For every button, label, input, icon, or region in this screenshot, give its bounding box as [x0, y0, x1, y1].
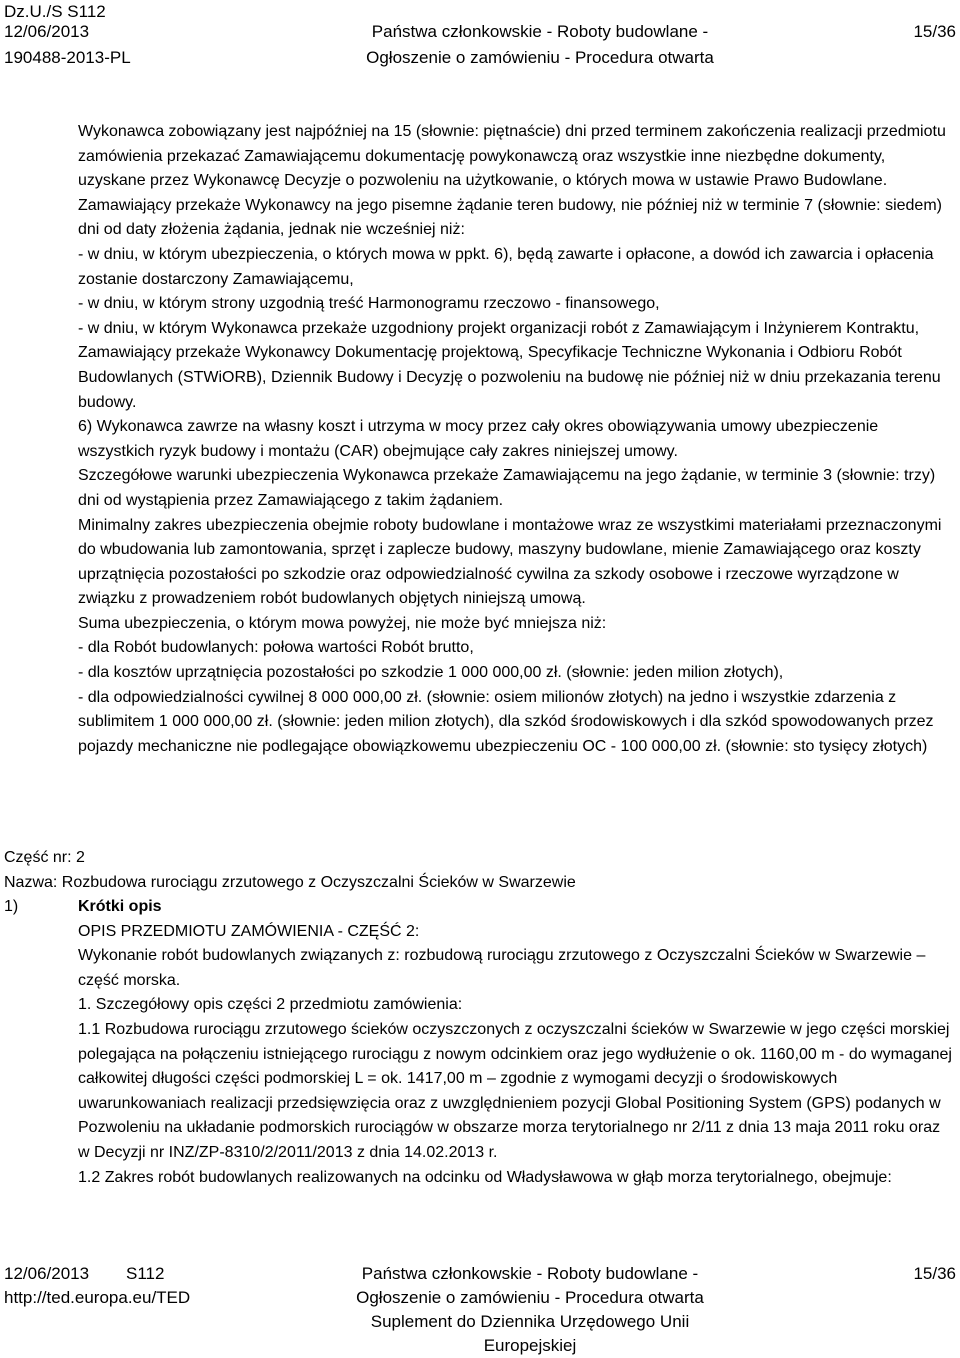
section-title: Krótki opis — [78, 898, 162, 915]
section-line: 1.1 Rozbudowa rurociągu zrzutowego ścieków oczyszczonych z oczyszczalni ścieków w Swarzewie w jego części morskiej polegająca na połączeniu istniejącego rurociągu z nowym odcinkiem oraz jego wydłużenie o ok. 1160,00 m - do wymaganej całkowitej długości części podmorskiej L = ok. 1417,00 m – zgodnie z wymogami decyzji o środowiskowych uwarunkowaniach realizacji przedsięwzięcia oraz z uwzględnieniem pozycji Global Positioning System (GPS) podanych w Pozwoleniu na układanie podmorskich rurociągów w obszarze morza terytorialnego nr 2/11 z dnia 13 maja 2011 roku oraz w Decyzji nr INZ/ZP-8310/2/2011/2013 z dnia 14.02.2013 r. — [78, 1020, 952, 1161]
paragraph: Zamawiający przekaże Wykonawcy na jego pisemne żądanie teren budowy, nie później niż w terminie 7 (słownie: siedem) dni od daty złożenia żądania, jednak nie wcześniej niż: — [78, 196, 942, 239]
header-notice-number: 190488-2013-PL — [4, 48, 131, 67]
section-line: 1.2 Zakres robót budowlanych realizowanych na odcinku od Władysławowa w głąb morza terytorialnego, obejmuje: — [78, 1168, 892, 1186]
footer-date: 12/06/2013 — [4, 1264, 90, 1283]
section-line: 1. Szczegółowy opis części 2 przedmiotu zamówienia: — [78, 996, 463, 1014]
body-text — [78, 120, 956, 759]
header-title-line2: Ogłoszenie o zamówieniu - Procedura otwarta — [366, 48, 714, 67]
paragraph: - w dniu, w którym Wykonawca przekaże uzgodniony projekt organizacji robót z Zamawiającym i Inżynierem Kontraktu, — [78, 319, 920, 337]
page-footer — [0, 1262, 960, 1355]
part-name: Nazwa: Rozbudowa rurociągu zrzutowego z Oczyszczalni Ścieków w Swarzewie — [4, 874, 576, 891]
footer-line1: Państwa członkowskie - Roboty budowlane - — [361, 1264, 699, 1283]
footer-line3: Suplement do Dziennika Urzędowego Unii Europejskiej — [370, 1312, 690, 1355]
footer-series: S112 — [126, 1264, 165, 1283]
paragraph: - dla kosztów uprzątnięcia pozostałości po szkodzie 1 000 000,00 zł. (słownie: jeden milion złotych), — [78, 664, 784, 682]
header-date: 12/06/2013 — [4, 22, 90, 41]
part-number: Część nr: 2 — [4, 849, 85, 866]
paragraph: Suma ubezpieczenia, o którym mowa powyżej, nie może być mniejsza niż: — [78, 614, 607, 632]
section-number: 1) — [4, 898, 19, 915]
footer-url[interactable]: http://ted.europa.eu/TED — [4, 1288, 191, 1307]
paragraph: 6) Wykonawca zawrze na własny koszt i utrzyma w mocy przez cały okres obowiązywania umowy ubezpieczenie wszystkich ryzyk budowy i montażu (CAR) obejmujące cały zakres niniejszej umowy. — [78, 418, 879, 460]
header-page-number: 15/36 — [913, 22, 956, 41]
header-series: Dz.U./S S112 — [4, 2, 106, 21]
paragraph: Szczegółowe warunki ubezpieczenia Wykonawca przekaże Zamawiającemu na jego żądanie, w terminie 3 (słownie: trzy) dni od wystąpienia przez Zamawiającego z takim żądaniem. — [78, 467, 936, 509]
header-title-line1: Państwa członkowskie - Roboty budowlane - — [371, 22, 709, 41]
section-line: Wykonanie robót budowlanych związanych z: rozbudową rurociągu zrzutowego z Oczyszczalni Ścieków w Swarzewie – część morska. — [78, 947, 926, 989]
paragraph: Minimalny zakres ubezpieczenia obejmie roboty budowlane i montażowe wraz ze wszystkimi materiałami przeznaczonymi do wbudowania lub zamontowania, sprzęt i zaplecze budowy, maszyny budowlane, mienie Zamawiającego oraz koszty uprzątnięcia pozostałości po szkodzie oraz odpowiedzialność cywilna za szkody osobowe i rzeczowe wyrządzone w związku z prowadzeniem robót budowlanych objętych niniejszą umową. — [78, 516, 942, 608]
paragraph: - dla Robót budowlanych: połowa wartości Robót brutto, — [78, 639, 474, 657]
paragraph: Zamawiający przekaże Wykonawcy Dokumentację projektową, Specyfikacje Techniczne Wykonania i Odbioru Robót Budowlanych (STWiORB), Dziennik Budowy i Decyzję o pozwoleniu na budowę nie później niż w dniu przekazania terenu budowy. — [78, 344, 941, 411]
section-short-description — [78, 895, 956, 1190]
paragraph: - dla odpowiedzialności cywilnej 8 000 000,00 zł. (słownie: osiem milionów złotych) na jedno i wszystkie zdarzenia z sublimitem 1 000 000,00 zł. (słownie: jeden milion złotych), dla szkód środowiskowych i dla szkód spowodowanych przez pojazdy mechaniczne nie podlegające obowiązkowemu ubezpieczeniu OC - 100 000,00 zł. (słownie: sto tysięcy złotych) — [78, 688, 934, 755]
paragraph: - w dniu, w którym strony uzgodnią treść Harmonogramu rzeczowo - finansowego, — [78, 295, 660, 313]
section-line: OPIS PRZEDMIOTU ZAMÓWIENIA - CZĘŚĆ 2: — [78, 922, 420, 940]
paragraph: Wykonawca zobowiązany jest najpóźniej na 15 (słownie: piętnaście) dni przed terminem zakończenia realizacji przedmiotu zamówienia przekazać Zamawiającemu dokumentację powykonawczą oraz wszystkie inne niezbędne dokumenty, uzyskane przez Wykonawcę Decyzje o pozwoleniu na użytkowanie, o których mowa w ustawie Prawo Budowlane. — [78, 123, 946, 190]
footer-page-number: 15/36 — [913, 1264, 956, 1283]
footer-line2: Ogłoszenie o zamówieniu - Procedura otwarta — [356, 1288, 704, 1307]
page-header — [0, 0, 960, 74]
paragraph: - w dniu, w którym ubezpieczenia, o których mowa w ppkt. 6), będą zawarte i opłacone, a dowód ich zawarcia i opłacenia zostanie dostarczony Zamawiającemu, — [78, 245, 934, 288]
